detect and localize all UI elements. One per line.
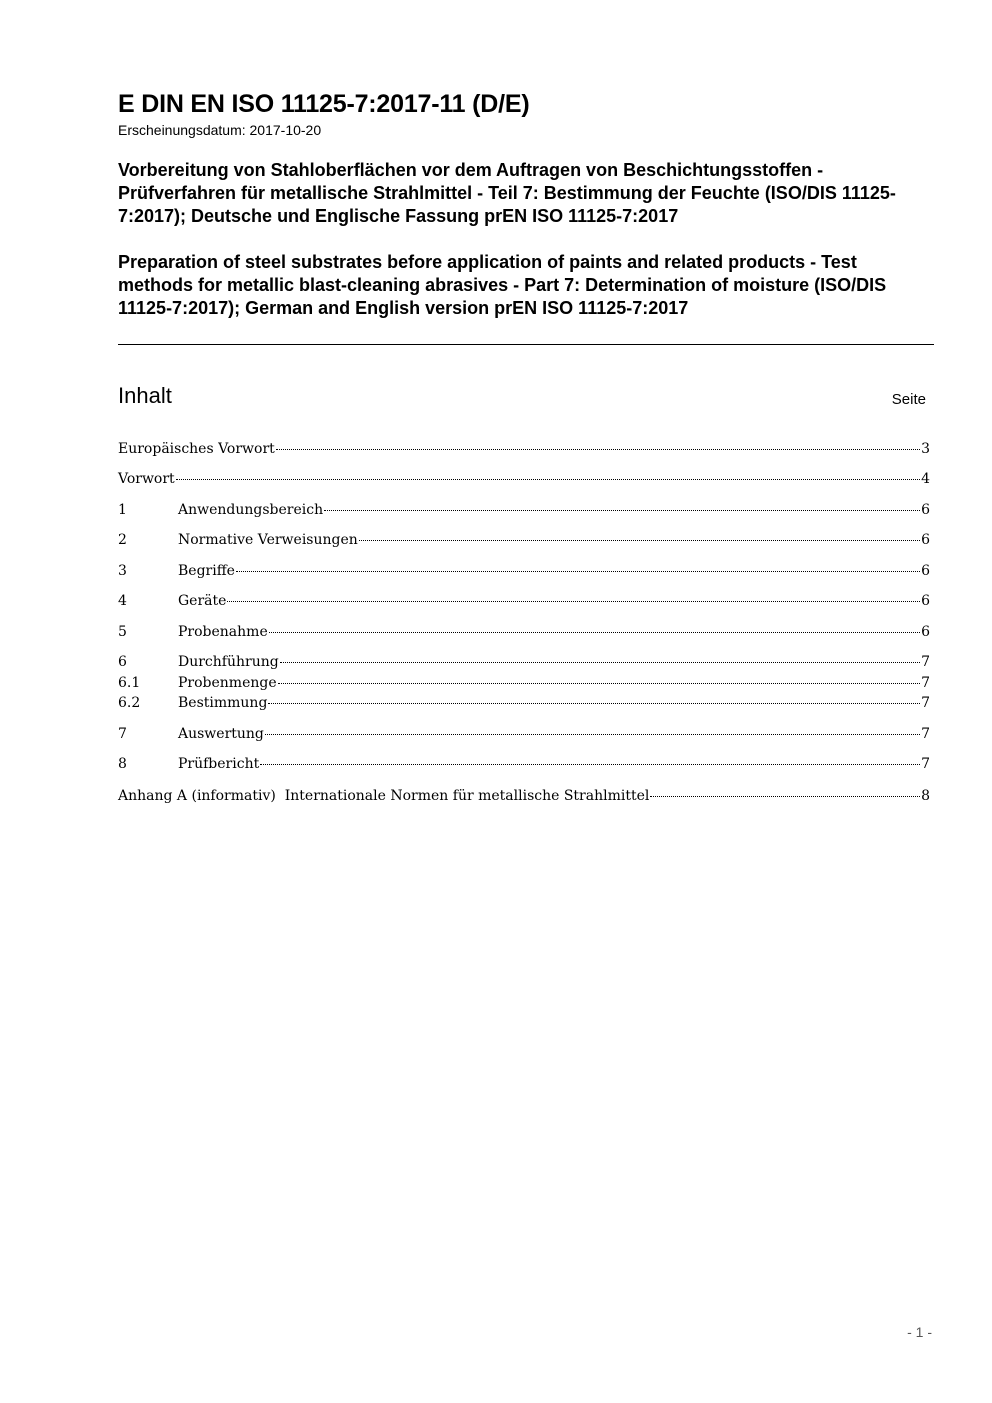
toc-entry-number: 4 bbox=[118, 593, 127, 609]
toc-entry-text: Probenahme bbox=[178, 624, 268, 640]
english-title: Preparation of steel substrates before application of paints and related products - Test methods for metallic blast-cleaning abrasives - Part 7: Determination of moisture (ISO/DIS 11125-7:2017); German and English version prEN ISO 11125-7:2017 bbox=[118, 252, 887, 318]
toc-page-column-label: Seite bbox=[891, 391, 926, 408]
toc-leader bbox=[265, 733, 920, 735]
toc-leader bbox=[280, 661, 920, 663]
toc-leader bbox=[260, 763, 920, 765]
toc-entry-vorwort[interactable] bbox=[118, 471, 930, 491]
toc-entry-page: 7 bbox=[921, 756, 930, 772]
toc-entry-anhang-a[interactable] bbox=[118, 788, 930, 808]
toc-leader bbox=[359, 539, 920, 541]
publication-date: Erscheinungsdatum: 2017-10-20 bbox=[118, 122, 322, 138]
toc-leader bbox=[236, 570, 920, 572]
toc-entry-page: 4 bbox=[921, 471, 930, 487]
toc-entry-number: 5 bbox=[118, 624, 127, 640]
toc-entry-text: Auswertung bbox=[178, 726, 264, 742]
toc-entry-text: Probenmenge bbox=[178, 675, 277, 691]
toc-entry-page: 7 bbox=[921, 654, 930, 670]
toc-leader bbox=[269, 631, 920, 633]
toc-entry-anwendungsbereich[interactable] bbox=[118, 502, 930, 522]
toc-entry-text: Prüfbericht bbox=[178, 756, 260, 772]
toc-entry-geraete[interactable] bbox=[118, 593, 930, 613]
toc-entry-page: 6 bbox=[921, 532, 930, 548]
document-id: E DIN EN ISO 11125-7:2017-11 (D/E) bbox=[118, 90, 530, 118]
toc-entry-number: 1 bbox=[118, 502, 127, 518]
toc-leader bbox=[268, 702, 920, 704]
toc-entry-probenahme[interactable] bbox=[118, 624, 930, 644]
toc-entry-number: 2 bbox=[118, 532, 127, 548]
toc-entry-text: Normative Verweisungen bbox=[178, 532, 358, 548]
toc-entry-page: 7 bbox=[921, 726, 930, 742]
toc-leader bbox=[324, 509, 920, 511]
toc-entry-page: 6 bbox=[921, 624, 930, 640]
toc-entry-number: 6 bbox=[118, 654, 127, 670]
toc-entry-page: 7 bbox=[921, 675, 930, 691]
toc-entry-bestimmung[interactable] bbox=[118, 695, 930, 715]
toc-entry-begriffe[interactable] bbox=[118, 563, 930, 583]
toc-entry-pruefbericht[interactable] bbox=[118, 756, 930, 776]
toc-entry-text: Bestimmung bbox=[178, 695, 268, 711]
toc-entry-number: 8 bbox=[118, 756, 127, 772]
toc-entry-page: 6 bbox=[921, 502, 930, 518]
toc-entry-page: 8 bbox=[921, 788, 930, 804]
toc-entry-page: 6 bbox=[921, 563, 930, 579]
toc-leader bbox=[276, 448, 920, 450]
toc-entry-durchfuehrung[interactable] bbox=[118, 654, 930, 674]
page-number: - 1 - bbox=[907, 1324, 932, 1340]
toc-leader bbox=[176, 478, 920, 480]
toc-leader bbox=[227, 600, 920, 602]
toc-entry-number: 3 bbox=[118, 563, 127, 579]
toc-entry-page: 6 bbox=[921, 593, 930, 609]
toc-entry-text: Anwendungsbereich bbox=[178, 502, 324, 518]
toc-entry-normative-verweisungen[interactable] bbox=[118, 532, 930, 552]
german-title: Vorbereitung von Stahloberflächen vor dem Auftragen von Beschichtungsstoffen - Prüfverfahren für metallische Strahlmittel - Teil 7: Bestimmung der Feuchte (ISO/DIS 11125-7:2017); Deutsche und Englische Fassung prEN ISO 11125-7:2017 bbox=[118, 160, 896, 226]
toc-entry-number: 6.2 bbox=[118, 695, 141, 711]
toc-entry-text: Begriffe bbox=[178, 563, 235, 579]
toc-entry-auswertung[interactable] bbox=[118, 726, 930, 746]
toc-entry-page: 7 bbox=[921, 695, 930, 711]
toc-entry-europaeisches-vorwort[interactable] bbox=[118, 441, 930, 461]
toc-entry-text: Durchführung bbox=[178, 654, 279, 670]
toc-entry-number: 6.1 bbox=[118, 675, 141, 691]
toc-leader bbox=[650, 795, 920, 797]
toc-entry-text: Europäisches Vorwort bbox=[118, 441, 275, 457]
toc-entry-text: Anhang A (informativ) Internationale Normen für metallische Strahlmittel bbox=[118, 788, 650, 804]
document-page bbox=[118, 0, 934, 1403]
toc-entry-text: Geräte bbox=[178, 593, 227, 609]
toc-leader bbox=[278, 682, 920, 684]
toc-entry-probenmenge[interactable] bbox=[118, 675, 930, 695]
toc-entry-text: Vorwort bbox=[118, 471, 175, 487]
toc-entry-number: 7 bbox=[118, 726, 127, 742]
title-divider bbox=[118, 344, 934, 345]
toc-entry-page: 3 bbox=[921, 441, 930, 457]
toc-heading: Inhalt bbox=[118, 383, 172, 408]
